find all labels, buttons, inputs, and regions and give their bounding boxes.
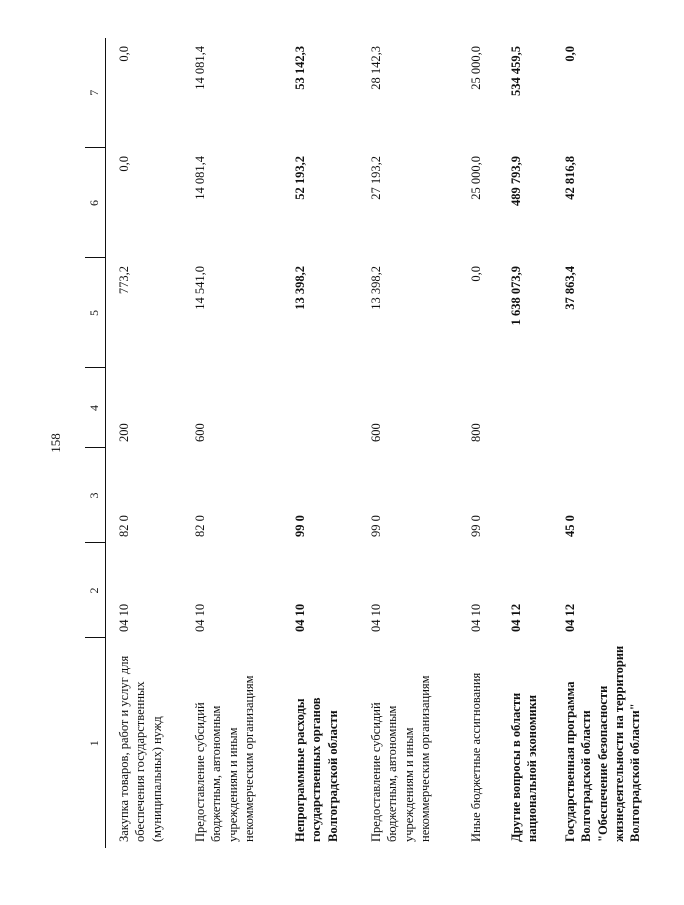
column-header-5: 5	[85, 258, 106, 368]
amount-col5: 13 398,2	[369, 266, 383, 310]
budget-table	[85, 38, 684, 848]
table-header-row	[85, 38, 106, 848]
expense-type-code: 200	[117, 423, 131, 442]
column-header-1: 1	[85, 638, 106, 848]
amount-col5: 13 398,2	[293, 266, 307, 310]
section-code: 04 10	[293, 603, 307, 632]
table-row	[552, 38, 684, 848]
table-row	[106, 38, 183, 848]
expense-name: Иные бюджетные ассигнования	[469, 672, 483, 842]
amount-col6: 489 793,9	[509, 156, 523, 206]
expense-type-code	[552, 368, 684, 448]
amount-col7: 28 142,3	[369, 46, 383, 90]
amount-col5: 37 863,4	[563, 266, 577, 310]
amount-col7: 53 142,3	[293, 46, 307, 90]
table-container	[85, 38, 642, 848]
amount-col7: 25 000,0	[469, 46, 483, 90]
amount-col5: 0,0	[469, 266, 483, 282]
section-code: 04 10	[369, 603, 383, 632]
amount-col6: 14 081,4	[193, 156, 207, 200]
amount-col5: 14 541,0	[193, 266, 207, 310]
page-number-text: 158	[48, 433, 63, 453]
column-header-3: 3	[85, 448, 106, 543]
target-code: 45 0	[563, 515, 577, 537]
table-row	[358, 38, 458, 848]
column-header-4: 4	[85, 368, 106, 448]
target-code: 99 0	[469, 515, 483, 537]
expense-type-code	[498, 368, 552, 448]
page-number	[44, 428, 68, 458]
expense-type-code: 800	[469, 423, 483, 442]
target-code: 82 0	[193, 515, 207, 537]
amount-col7: 0,0	[563, 46, 577, 62]
amount-col6: 25 000,0	[469, 156, 483, 200]
amount-col6: 52 193,2	[293, 156, 307, 200]
amount-col6: 27 193,2	[369, 156, 383, 200]
section-code: 04 12	[509, 603, 523, 632]
expense-name: Другие вопросы в области национальной экономики	[509, 692, 540, 842]
amount-col5: 773,2	[117, 266, 131, 295]
amount-col6: 0,0	[117, 156, 131, 172]
expense-name: Предоставление субсидий бюджетным, автономным учреждениям и иным некоммерческим организациям	[193, 675, 256, 842]
expense-name: Государственная программа Волгоградской области "Обеспечение безопасности жизнедеятельности на территории Волгоградской области"	[563, 645, 642, 842]
table-row	[182, 38, 282, 848]
expense-name: Предоставление субсидий бюджетным, автономным учреждениям и иным некоммерческим организациям	[369, 675, 432, 842]
table-row	[458, 38, 498, 848]
amount-col5: 1 638 073,9	[509, 266, 523, 326]
amount-col7: 14 081,4	[193, 46, 207, 90]
section-code: 04 10	[193, 603, 207, 632]
target-code: 82 0	[117, 515, 131, 537]
expense-name: Закупка товаров, работ и услуг для обеспечения государственных (муниципальных) нужд	[117, 655, 164, 842]
table-row	[498, 38, 552, 848]
amount-col7: 534 459,5	[509, 46, 523, 96]
table-row	[282, 38, 358, 848]
expense-type-code	[282, 368, 358, 448]
amount-col7: 0,0	[117, 46, 131, 62]
expense-type-code: 600	[369, 423, 383, 442]
target-code: 99 0	[369, 515, 383, 537]
column-header-6: 6	[85, 148, 106, 258]
target-code	[498, 448, 552, 543]
section-code: 04 12	[563, 603, 577, 632]
column-header-2: 2	[85, 543, 106, 638]
column-header-7: 7	[85, 38, 106, 148]
expense-name: Непрограммные расходы государственных органов Волгоградской области	[293, 697, 340, 842]
section-code: 04 10	[469, 603, 483, 632]
expense-type-code: 600	[193, 423, 207, 442]
rotated-table-frame	[85, 38, 642, 848]
section-code: 04 10	[117, 603, 131, 632]
target-code: 99 0	[293, 515, 307, 537]
amount-col6: 42 816,8	[563, 156, 577, 200]
